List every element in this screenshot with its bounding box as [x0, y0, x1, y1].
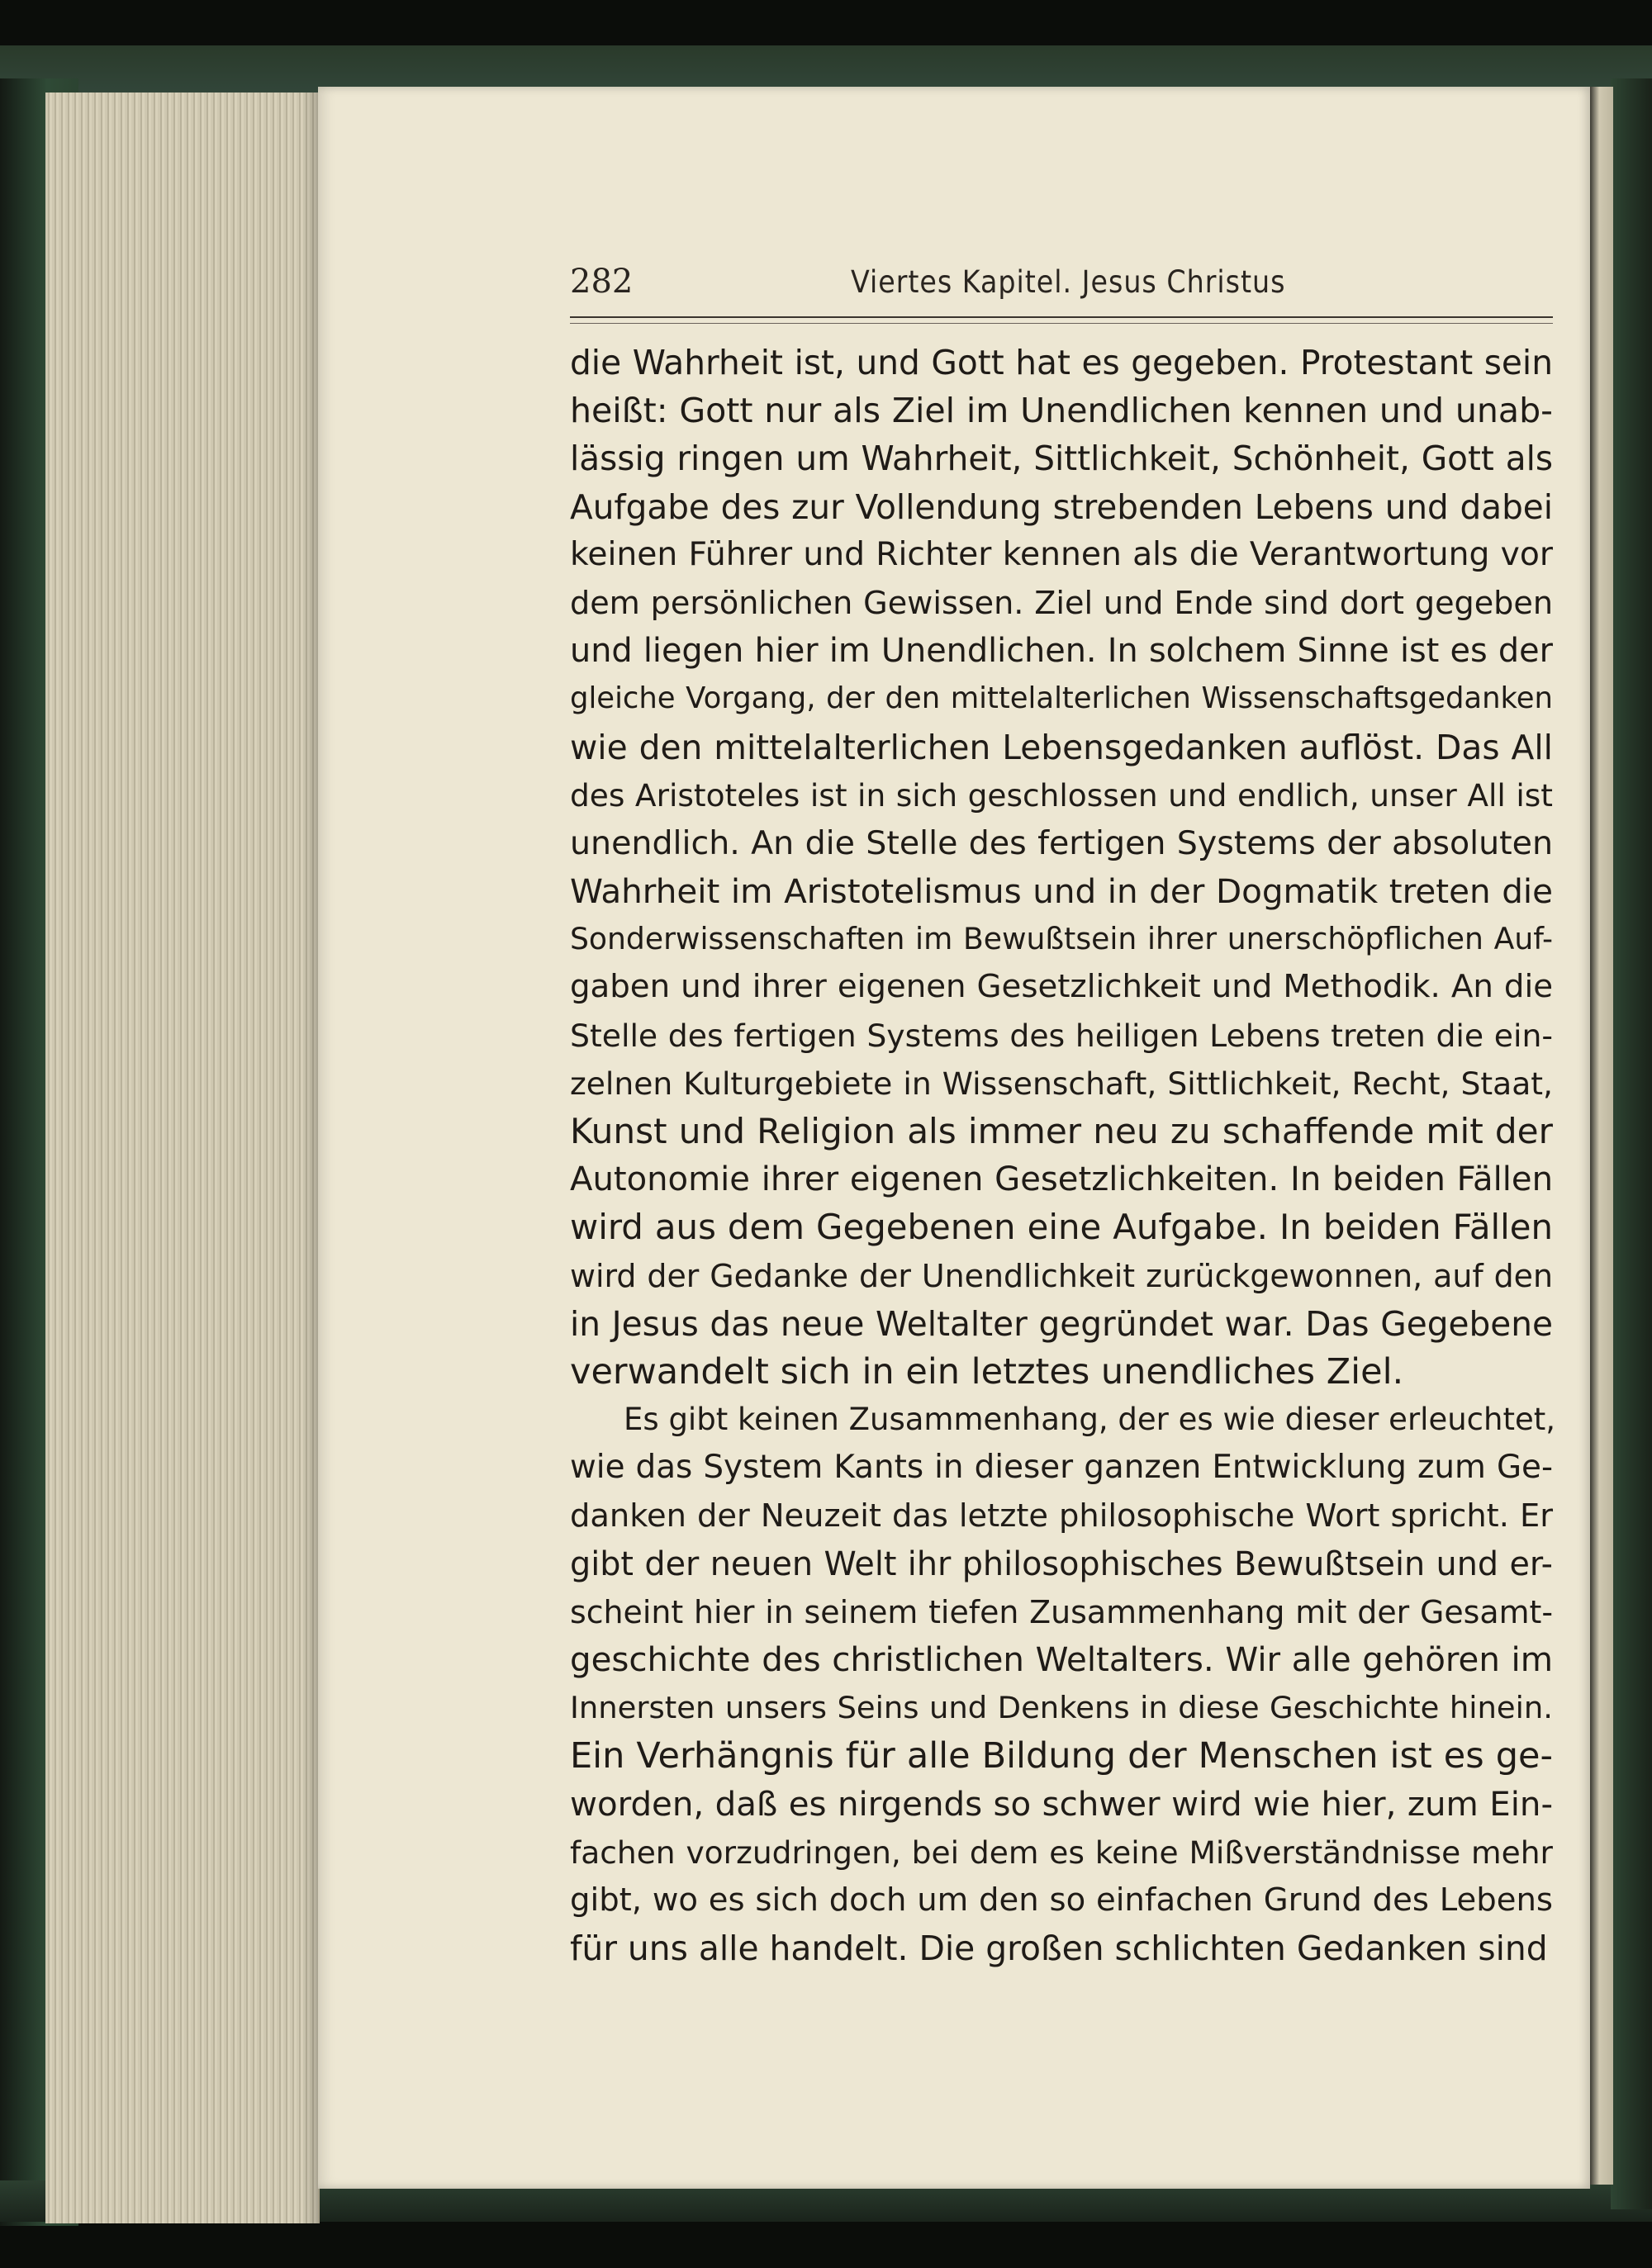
text-line: für uns alle handelt. Die großen schlichten Gedanken sind: [570, 1929, 1548, 1969]
text-line: wie das System Kants in dieser ganzen Entwicklung zum Ge-: [570, 1449, 1553, 1487]
gutter-shadow: [301, 93, 318, 2223]
text-line: Kunst und Religion als immer neu zu schaffende mit der: [570, 1111, 1553, 1151]
text-line: des Aristoteles ist in sich geschlossen und endlich, unser All ist: [570, 776, 1553, 814]
running-head: [570, 263, 1553, 312]
text-line: fachen vorzudringen, bei dem es keine Mißverständnisse mehr: [570, 1834, 1553, 1871]
text-line: lässig ringen um Wahrheit, Sittlichkeit, Schönheit, Gott als: [570, 439, 1553, 479]
facing-page-edge: [1590, 87, 1613, 2185]
text-line: Ein Verhängnis für alle Bildung der Menschen ist es ge-: [570, 1735, 1553, 1777]
text-line: danken der Neuzeit das letzte philosophische Wort spricht. Er: [570, 1497, 1553, 1535]
text-line: Stelle des fertigen Systems des heiligen Lebens treten die ein-: [570, 1017, 1553, 1054]
text-line: keinen Führer und Richter kennen als die Verantwortung vor: [570, 535, 1553, 573]
text-line: wird aus dem Gegebenen eine Aufgabe. In beiden Fällen: [570, 1207, 1553, 1248]
text-line: Wahrheit im Aristotelismus und in der Dogmatik treten die: [570, 871, 1553, 912]
body-text: [570, 339, 1556, 1972]
text-line: verwandelt sich in ein letztes unendliches Ziel.: [570, 1350, 1404, 1393]
text-line: gaben und ihrer eigenen Gesetzlichkeit und Methodik. An die: [570, 968, 1553, 1006]
text-line: scheint hier in seinem tiefen Zusammenhang mit der Gesamt-: [570, 1593, 1553, 1630]
text-line: dem persönlichen Gewissen. Ziel und Ende sind dort gegeben: [570, 584, 1553, 621]
text-line: zelnen Kulturgebiete in Wissenschaft, Sittlichkeit, Recht, Staat,: [570, 1065, 1553, 1102]
header-rule: [570, 316, 1553, 324]
page-number: 282: [570, 263, 634, 301]
text-line: gleiche Vorgang, der den mittelalterlichen Wissenschaftsgedanken: [570, 681, 1553, 716]
text-line: wie den mittelalterlichen Lebensgedanken auflöst. Das All: [570, 727, 1553, 767]
text-line: Sonderwissenschaften im Bewußtsein ihrer unerschöpflichen Auf-: [570, 921, 1553, 957]
text-line: unendlich. An die Stelle des fertigen Systems der absoluten: [570, 823, 1553, 862]
text-line: gibt, wo es sich doch um den so einfachen Grund des Lebens: [570, 1881, 1553, 1919]
text-line: und liegen hier im Unendlichen. In solchem Sinne ist es der: [570, 632, 1553, 671]
text-line: in Jesus das neue Weltalter gegründet war. Das Gegebene: [570, 1303, 1553, 1344]
text-line: Autonomie ihrer eigenen Gesetzlichkeiten. In beiden Fällen: [570, 1160, 1553, 1199]
text-line: geschichte des christlichen Weltalters. Wir alle gehören im: [570, 1640, 1553, 1680]
text-line: Aufgabe des zur Vollendung strebenden Lebens und dabei: [570, 486, 1553, 527]
text-line: gibt der neuen Welt ihr philosophisches Bewußtsein und er-: [570, 1544, 1553, 1583]
book-cover-right: [1611, 78, 1652, 2209]
text-line: heißt: Gott nur als Ziel im Unendlichen kennen und unab-: [570, 391, 1553, 431]
text-line: worden, daß es nirgends so schwer wird wie hier, zum Ein-: [570, 1784, 1553, 1824]
text-line: Es gibt keinen Zusammenhang, der es wie dieser erleuchtet,: [624, 1402, 1556, 1438]
chapter-title: Viertes Kapitel. Jesus Christus: [851, 264, 1286, 300]
page-edges: [45, 93, 320, 2223]
text-line: wird der Gedanke der Unendlichkeit zurückgewonnen, auf den: [570, 1257, 1553, 1294]
text-line: Innersten unsers Seins und Denkens in diese Geschichte hinein.: [570, 1690, 1553, 1726]
text-line: die Wahrheit ist, und Gott hat es gegeben. Protestant sein: [570, 343, 1553, 382]
